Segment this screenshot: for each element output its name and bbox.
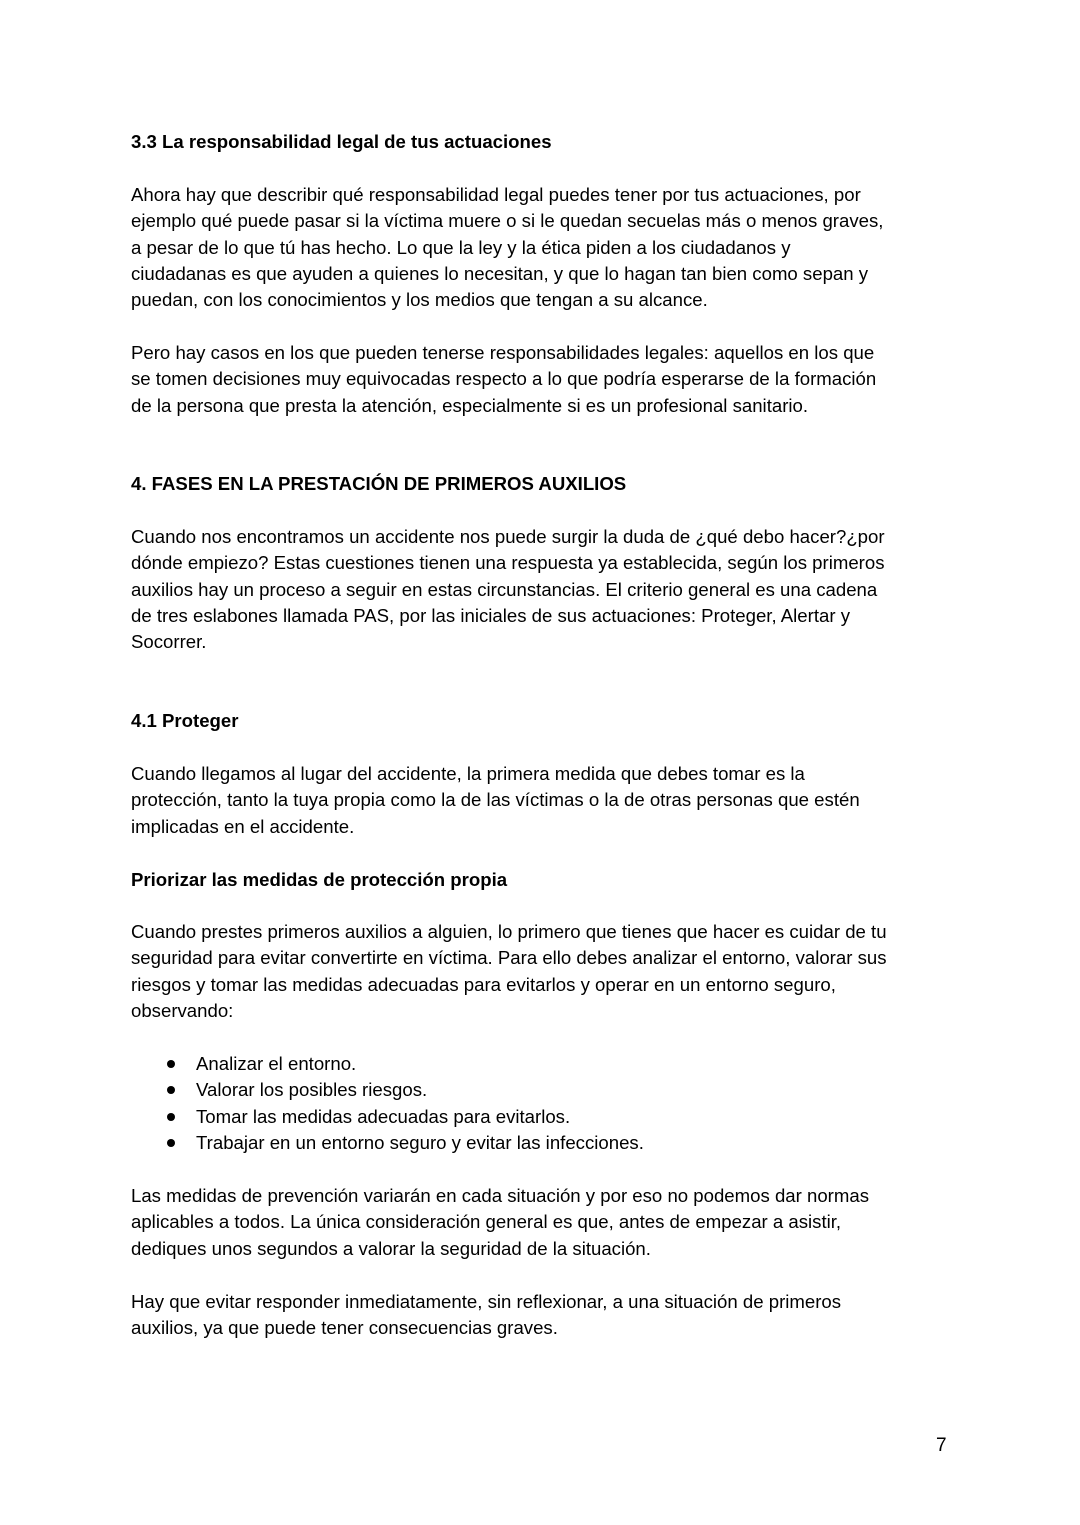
bullet-icon <box>167 1139 175 1147</box>
text-line: dónde empiezo? Estas cuestiones tienen una respuesta ya establecida, según los primeros <box>131 552 885 574</box>
list-item <box>131 1051 644 1077</box>
paragraph-self-protection <box>131 919 951 1024</box>
paragraph-prevention-measures <box>131 1183 951 1262</box>
text-line: auxilios hay un proceso a seguir en estas circunstancias. El criterio general es una cadena <box>131 578 878 600</box>
text-line: ejemplo qué puede pasar si la víctima muere o si le quedan secuelas más o menos graves, <box>131 210 884 232</box>
text-line: Hay que evitar responder inmediatamente, sin reflexionar, a una situación de primeros <box>131 1291 842 1312</box>
list-item <box>131 1104 644 1130</box>
list-item-text: Trabajar en un entorno seguro y evitar las infecciones. <box>196 1131 644 1153</box>
text-line: de tres eslabones llamada PAS, por las iniciales de sus actuaciones: Proteger, Alertar y <box>131 604 850 626</box>
paragraph-legal-responsibility <box>131 182 951 313</box>
text-line: se tomen decisiones muy equivocadas respecto a lo que podría esperarse de la formación <box>131 368 877 390</box>
section-heading-3-3: 3.3 La responsabilidad legal de tus actuaciones <box>131 131 552 152</box>
text-line: ciudadanas es que ayuden a quienes lo necesitan, y que lo hagan tan bien como sepan y <box>131 262 869 284</box>
subheading-self-protection: Priorizar las medidas de protección propia <box>131 869 508 890</box>
text-line: observando: <box>131 999 234 1021</box>
text-line: de la persona que presta la atención, especialmente si es un profesional sanitario. <box>131 394 809 416</box>
text-line: Pero hay casos en los que pueden tenerse responsabilidades legales: aquellos en los que <box>131 342 875 363</box>
text-line: protección, tanto la tuya propia como la de las víctimas o la de otras personas que estén <box>131 789 860 811</box>
bullet-icon <box>167 1113 175 1121</box>
list-item <box>131 1130 644 1156</box>
text-line: implicadas en el accidente. <box>131 815 355 837</box>
text-line: aplicables a todos. La única consideración general es que, antes de empezar a asistir, <box>131 1211 842 1233</box>
text-line: Las medidas de prevención variarán en cada situación y por eso no podemos dar normas <box>131 1185 869 1206</box>
paragraph-avoid-immediate-response <box>131 1289 951 1342</box>
text-line: a pesar de lo que tú has hecho. Lo que la ley y la ética piden a los ciudadanos y <box>131 236 791 258</box>
paragraph-pas-intro <box>131 524 951 655</box>
text-line: Cuando nos encontramos un accidente nos puede surgir la duda de ¿qué debo hacer?¿por <box>131 526 885 547</box>
section-heading-4: 4. FASES EN LA PRESTACIÓN DE PRIMEROS AUXILIOS <box>131 473 627 494</box>
paragraph-legal-cases <box>131 340 951 419</box>
list-item <box>131 1077 644 1103</box>
text-line: auxilios, ya que puede tener consecuencias graves. <box>131 1317 558 1339</box>
text-line: Cuando prestes primeros auxilios a alguien, lo primero que tienes que hacer es cuidar de tu <box>131 921 887 942</box>
bullet-icon <box>167 1060 175 1068</box>
text-line: Cuando llegamos al lugar del accidente, la primera medida que debes tomar es la <box>131 763 805 784</box>
bullet-icon <box>167 1086 175 1094</box>
list-item-text: Tomar las medidas adecuadas para evitarlos. <box>196 1105 571 1127</box>
paragraph-protect-intro <box>131 761 951 840</box>
text-line: dediques unos segundos a valorar la seguridad de la situación. <box>131 1237 651 1259</box>
text-line: puedan, con los conocimientos y los medios que tengan a su alcance. <box>131 289 708 311</box>
section-heading-4-1: 4.1 Proteger <box>131 710 239 731</box>
text-line: Socorrer. <box>131 631 207 653</box>
list-item-text: Valorar los posibles riesgos. <box>196 1079 428 1101</box>
text-line: Ahora hay que describir qué responsabilidad legal puedes tener por tus actuaciones, por <box>131 184 861 205</box>
page-number: 7 <box>936 1435 947 1456</box>
bullet-list-protection-steps <box>131 1051 644 1156</box>
list-item-text: Analizar el entorno. <box>196 1053 357 1074</box>
text-line: seguridad para evitar convertirte en víctima. Para ello debes analizar el entorno, valorar sus <box>131 947 887 969</box>
text-line: riesgos y tomar las medidas adecuadas para evitarlos y operar en un entorno seguro, <box>131 973 836 995</box>
